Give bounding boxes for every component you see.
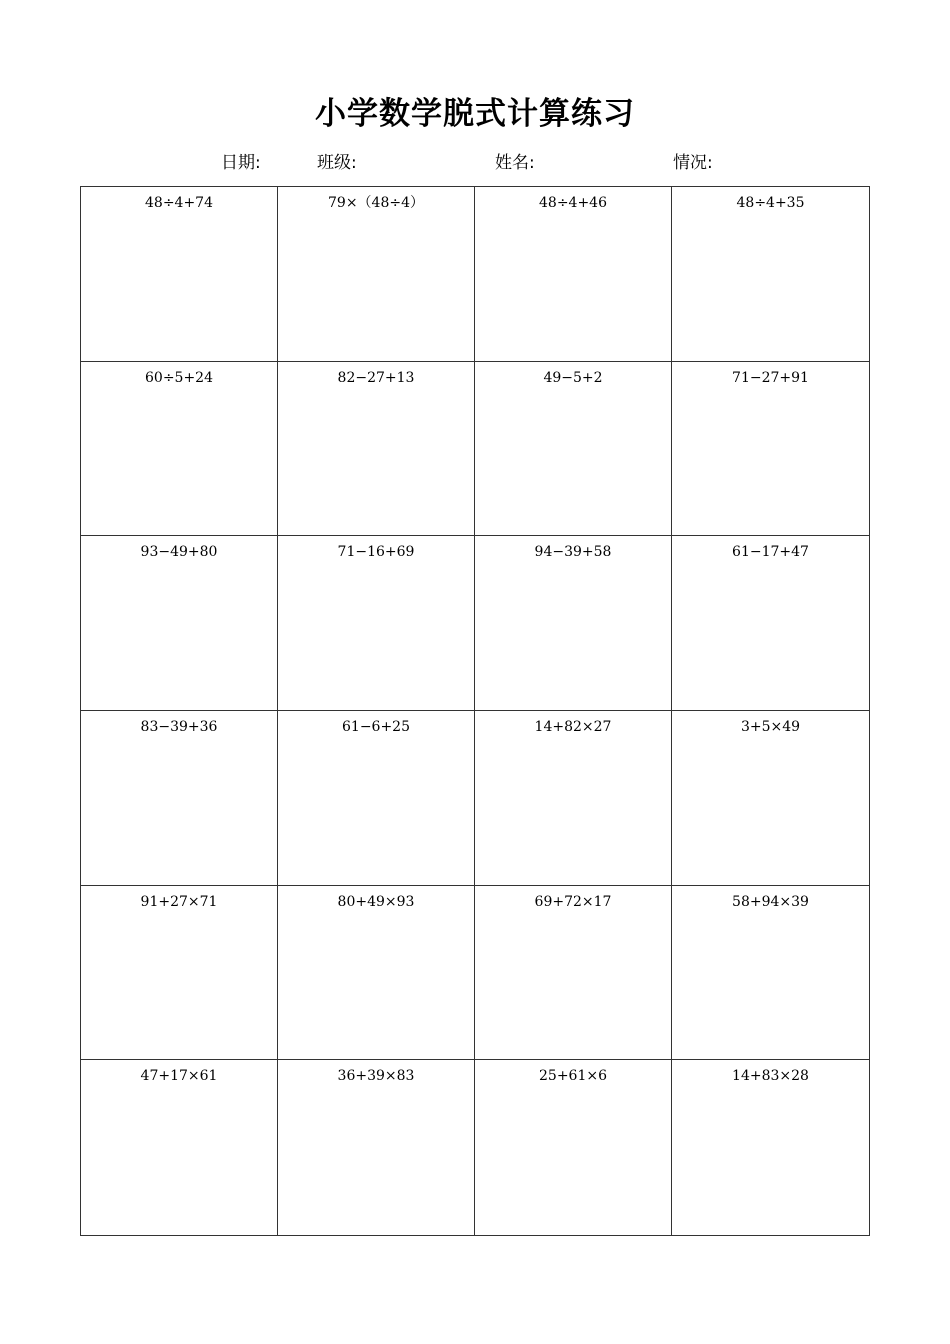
problem-cell[interactable] (672, 536, 869, 711)
problem-expression: 80+49×93 (337, 893, 415, 910)
problem-cell[interactable] (672, 711, 869, 886)
problem-expression: 48÷4+46 (539, 195, 607, 211)
problem-expression: 93−49+80 (140, 544, 218, 561)
problem-expression: 83−39+36 (140, 719, 218, 735)
problem-expression: 14+82×27 (534, 719, 612, 735)
problem-grid (80, 186, 870, 1236)
problem-cell[interactable] (81, 886, 278, 1061)
problem-cell[interactable] (278, 1060, 475, 1235)
problem-cell[interactable] (672, 187, 869, 362)
student-info-row (0, 150, 950, 176)
problem-cell[interactable] (475, 187, 672, 362)
problem-cell[interactable] (278, 886, 475, 1061)
problem-cell[interactable] (672, 1060, 869, 1235)
problem-expression: 60÷5+24 (145, 369, 213, 386)
problem-cell[interactable] (278, 711, 475, 886)
problem-expression: 3+5×49 (740, 719, 801, 735)
problem-cell[interactable] (278, 187, 475, 362)
problem-expression: 61−6+25 (342, 719, 410, 735)
problem-cell[interactable] (475, 711, 672, 886)
problem-expression: 79×（48÷4） (328, 195, 424, 211)
problem-expression: 71−27+91 (732, 369, 809, 386)
problem-cell[interactable] (81, 362, 278, 537)
problem-cell[interactable] (81, 711, 278, 886)
problem-expression: 94−39+58 (534, 544, 612, 561)
problem-expression: 48÷4+35 (736, 195, 805, 211)
problem-expression: 91+27×71 (140, 893, 218, 910)
problem-cell[interactable] (278, 536, 475, 711)
problem-expression: 71−16+69 (337, 544, 415, 561)
problem-expression: 25+61×6 (539, 1068, 607, 1085)
problem-expression: 47+17×61 (140, 1068, 218, 1085)
name-label: 姓名: (495, 153, 535, 173)
problem-cell[interactable] (672, 362, 869, 537)
date-label: 日期: (221, 153, 261, 173)
problem-cell[interactable] (278, 362, 475, 537)
problem-cell[interactable] (672, 886, 869, 1061)
problem-cell[interactable] (81, 187, 278, 362)
problem-cell[interactable] (81, 536, 278, 711)
problem-cell[interactable] (475, 1060, 672, 1235)
problem-expression: 48÷4+74 (145, 195, 213, 211)
problem-expression: 58+94×39 (732, 893, 809, 910)
problem-expression: 82−27+13 (337, 369, 415, 386)
problem-cell[interactable] (475, 536, 672, 711)
problem-expression: 49−5+2 (543, 369, 603, 386)
problem-cell[interactable] (475, 886, 672, 1061)
problem-cell[interactable] (81, 1060, 278, 1235)
worksheet-title: 小学数学脱式计算练习 (315, 96, 635, 132)
problem-expression: 14+83×28 (732, 1068, 809, 1085)
problem-expression: 69+72×17 (534, 893, 612, 910)
problem-expression: 61−17+47 (732, 544, 809, 561)
problem-expression: 36+39×83 (337, 1068, 415, 1085)
status-label: 情况: (673, 153, 713, 173)
class-label: 班级: (317, 153, 357, 173)
problem-cell[interactable] (475, 362, 672, 537)
